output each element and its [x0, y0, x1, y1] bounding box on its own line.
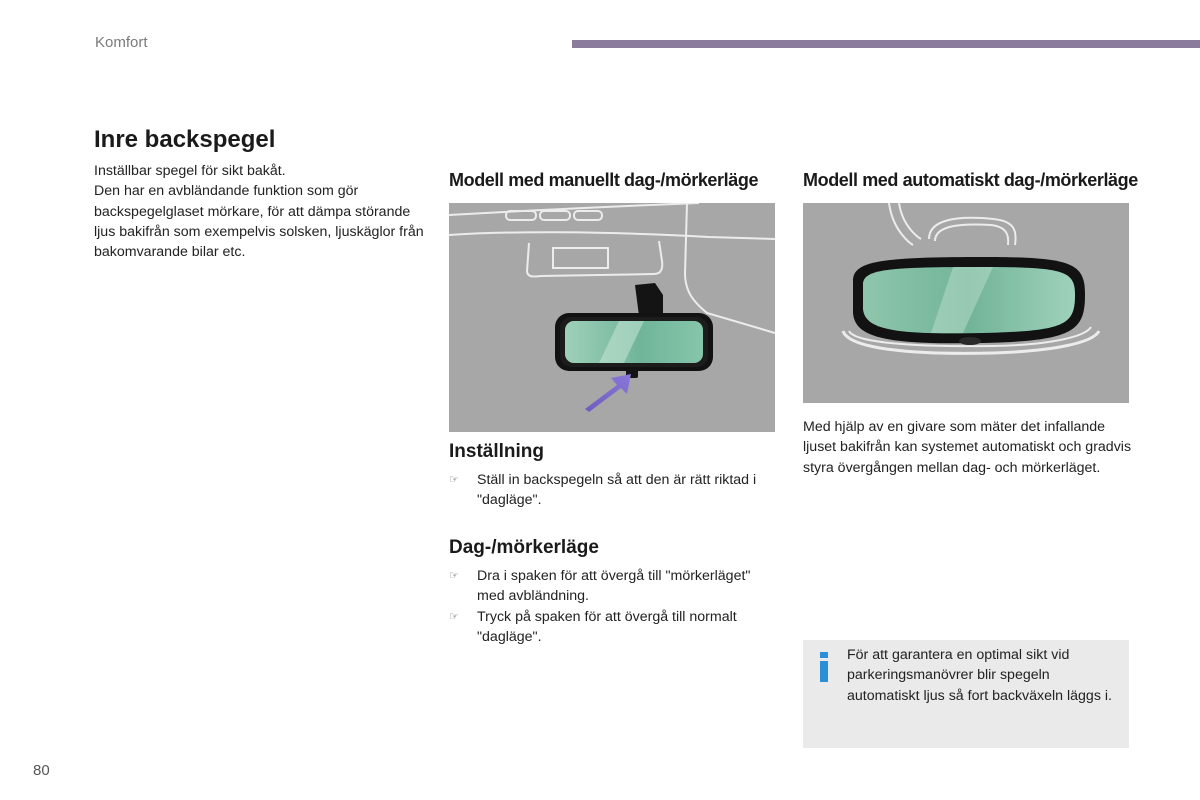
automatic-model-heading: Modell med automatiskt dag-/mörkerläge	[803, 170, 1138, 190]
info-box	[803, 640, 1129, 748]
list-item-text: Ställ in backspegeln så att den är rätt riktad i "dagläge".	[477, 472, 757, 509]
page-title: Inre backspegel	[94, 126, 276, 153]
pointing-hand-icon: ☞	[449, 570, 459, 582]
dag-morkerlage-list	[449, 566, 779, 647]
list-item	[449, 566, 779, 607]
automatic-description: Med hjälp av en givare som mäter det infallande ljuset bakifrån kan systemet automatiskt och gradvis styra övergången mellan dag- och mörkerläget.	[803, 419, 1132, 476]
manual-mirror-illustration	[449, 203, 775, 432]
intro-line-2: Den har en avbländande funktion som gör backspegelglaset mörkare, för att dämpa störande ljus bakifrån som exempelvis solsken, ljuskäglor från bakomvarande bilar etc.	[94, 183, 424, 261]
page-number: 80	[33, 762, 50, 779]
installning-heading: Inställning	[449, 441, 544, 462]
section-label: Komfort	[95, 34, 148, 51]
list-item	[449, 470, 779, 511]
info-text: För att garantera en optimal sikt vid parkeringsmanövrer blir spegeln automatiskt ljus så fort backväxeln läggs i.	[847, 647, 1112, 704]
automatic-mirror-illustration	[803, 203, 1129, 403]
header-bar	[572, 40, 1200, 48]
dag-morkerlage-heading: Dag-/mörkerläge	[449, 537, 599, 558]
list-item	[449, 607, 779, 648]
intro-text	[94, 161, 429, 262]
pointing-hand-icon: ☞	[449, 474, 459, 486]
manual-model-heading: Modell med manuellt dag-/mörkerläge	[449, 170, 759, 190]
pointing-hand-icon: ☞	[449, 610, 459, 623]
info-icon	[817, 652, 831, 682]
list-item-text: Tryck på spaken för att övergå till normalt "dagläge".	[477, 608, 737, 645]
list-item-text: Dra i spaken för att övergå till "mörkerläget" med avbländning.	[477, 568, 751, 605]
intro-line-1: Inställbar spegel för sikt bakåt.	[94, 163, 286, 179]
installning-list	[449, 470, 779, 511]
